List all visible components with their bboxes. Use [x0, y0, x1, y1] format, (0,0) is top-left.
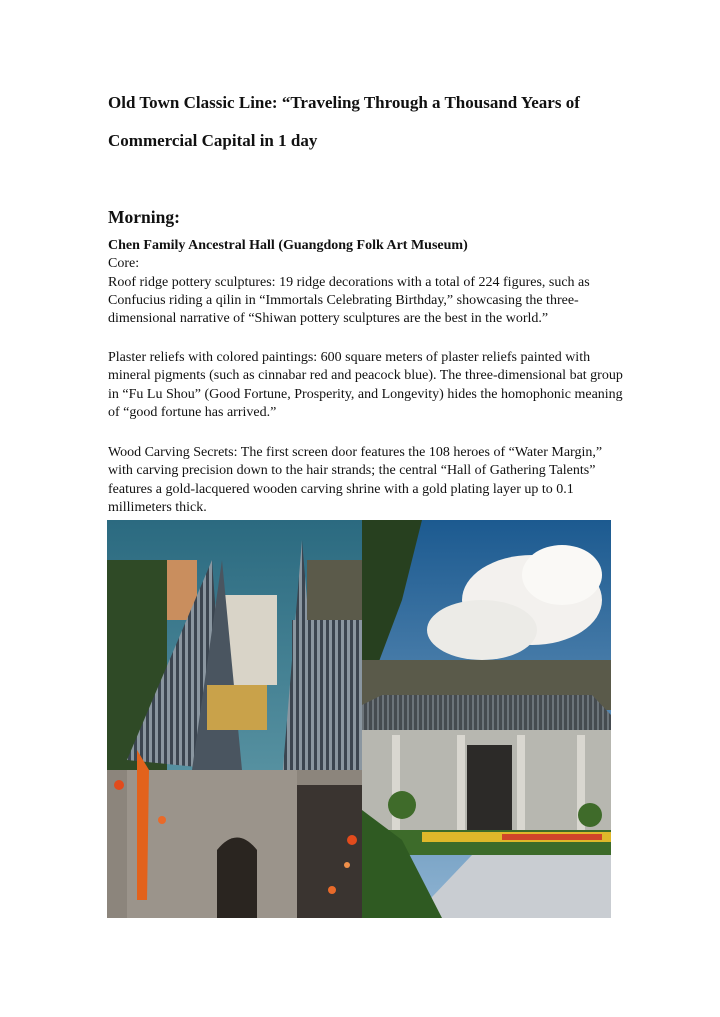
photo-ancestral-hall-facade [362, 520, 611, 918]
paragraph-wood-carving: Wood Carving Secrets: The first screen door features the 108 heroes of “Water Margin,” with carving precision down to the hair strands; the central “Hall of Gathering Talents” features a gold-lacquered wooden carving shrine with a gold plating layer up to 0.1 millimeters thick. [108, 445, 603, 515]
document-title-line-2: Commercial Capital in 1 day [108, 131, 318, 150]
document-title-line-1: Old Town Classic Line: “Traveling Through a Thousand Years of [108, 93, 580, 112]
photo-ancestral-hall-gables [107, 520, 363, 918]
paragraph-plaster-reliefs: Plaster reliefs with colored paintings: 600 square meters of plaster reliefs painted with mineral pigments (such as cinnabar red and peacock blue). The three-dimensional bat group in “Fu Lu Shou” (Good Fortune, Prosperity, and Longevity) hides the homophonic meaning of “good fortune has arrived.” [108, 350, 623, 420]
attraction-name: Chen Family Ancestral Hall (Guangdong Folk Art Museum) [108, 238, 468, 253]
core-label: Core: [108, 256, 140, 272]
section-heading-morning: Morning: [108, 207, 180, 227]
paragraph-roof-ridge: Roof ridge pottery sculptures: 19 ridge decorations with a total of 224 figures, such as Confucius riding a qilin in “Immortals Celebrating Birthday,” showcasing the three-dimensional narrative of “Shiwan pottery sculptures are the best in the world.” [108, 274, 590, 327]
attraction-block [108, 237, 628, 328]
